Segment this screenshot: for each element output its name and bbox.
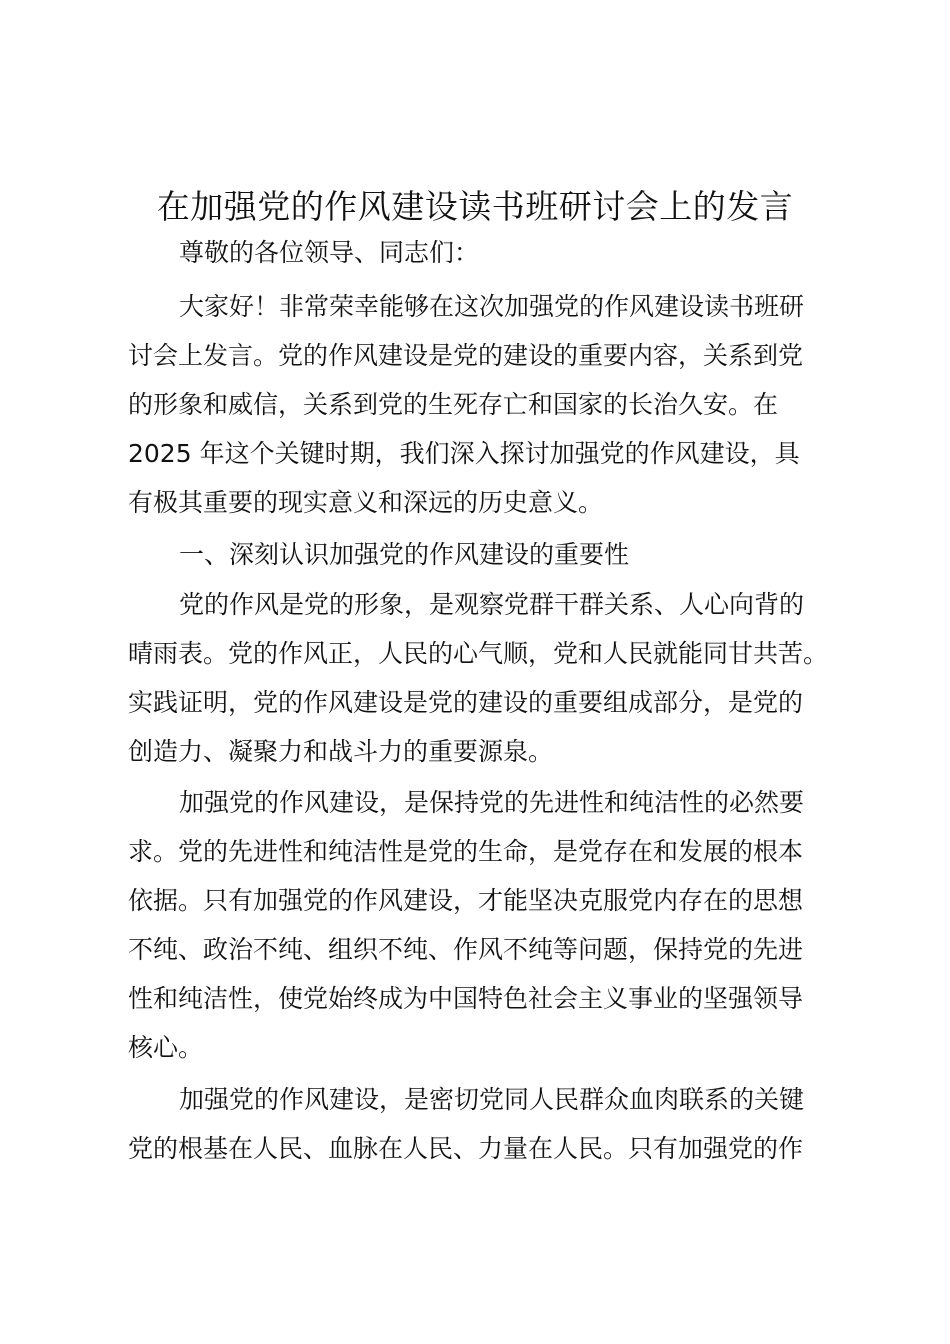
salutation: 尊敬的各位领导、同志们： — [179, 238, 480, 267]
paragraph-1-line-1: 大家好！非常荣幸能够在这次加强党的作风建设读书班研 — [179, 292, 805, 321]
paragraph-3-line-5: 性和纯洁性，使党始终成为中国特色社会主义事业的坚强领导 — [128, 984, 804, 1013]
paragraph-1-line-3: 的形象和威信，关系到党的生死存亡和国家的长治久安。在 — [128, 390, 779, 419]
paragraph-3-line-1: 加强党的作风建设，是保持党的先进性和纯洁性的必然要 — [179, 788, 805, 817]
document-title: 在加强党的作风建设读书班研讨会上的发言 — [156, 187, 794, 226]
paragraph-3-line-2: 求。党的先进性和纯洁性是党的生命，是党存在和发展的根本 — [128, 837, 804, 866]
paragraph-3-line-4: 不纯、政治不纯、组织不纯、作风不纯等问题，保持党的先进 — [128, 935, 804, 964]
paragraph-4-line-2: 党的根基在人民、血脉在人民、力量在人民。只有加强党的作 — [128, 1134, 804, 1163]
paragraph-1-line-2: 讨会上发言。党的作风建设是党的建设的重要内容，关系到党 — [128, 341, 804, 370]
paragraph-2-line-2: 晴雨表。党的作风正，人民的心气顺，党和人民就能同甘共苦。 — [128, 639, 829, 668]
paragraph-1-line-4: 2025 年这个关键时期，我们深入探讨加强党的作风建设，具 — [128, 439, 800, 468]
paragraph-2-line-1: 党的作风是党的形象，是观察党群干群关系、人心向背的 — [179, 590, 805, 619]
paragraph-2-line-4: 创造力、凝聚力和战斗力的重要源泉。 — [128, 737, 554, 766]
paragraph-3-line-3: 依据。只有加强党的作风建设，才能坚决克服党内存在的思想 — [128, 886, 804, 915]
section-1-heading: 一、深刻认识加强党的作风建设的重要性 — [179, 540, 630, 569]
paragraph-1-line-5: 有极其重要的现实意义和深远的历史意义。 — [128, 488, 604, 517]
paragraph-4-line-1: 加强党的作风建设，是密切党同人民群众血肉联系的关键 — [179, 1085, 805, 1114]
paragraph-3-line-6: 核心。 — [128, 1033, 204, 1062]
paragraph-2-line-3: 实践证明，党的作风建设是党的建设的重要组成部分，是党的 — [128, 688, 804, 717]
